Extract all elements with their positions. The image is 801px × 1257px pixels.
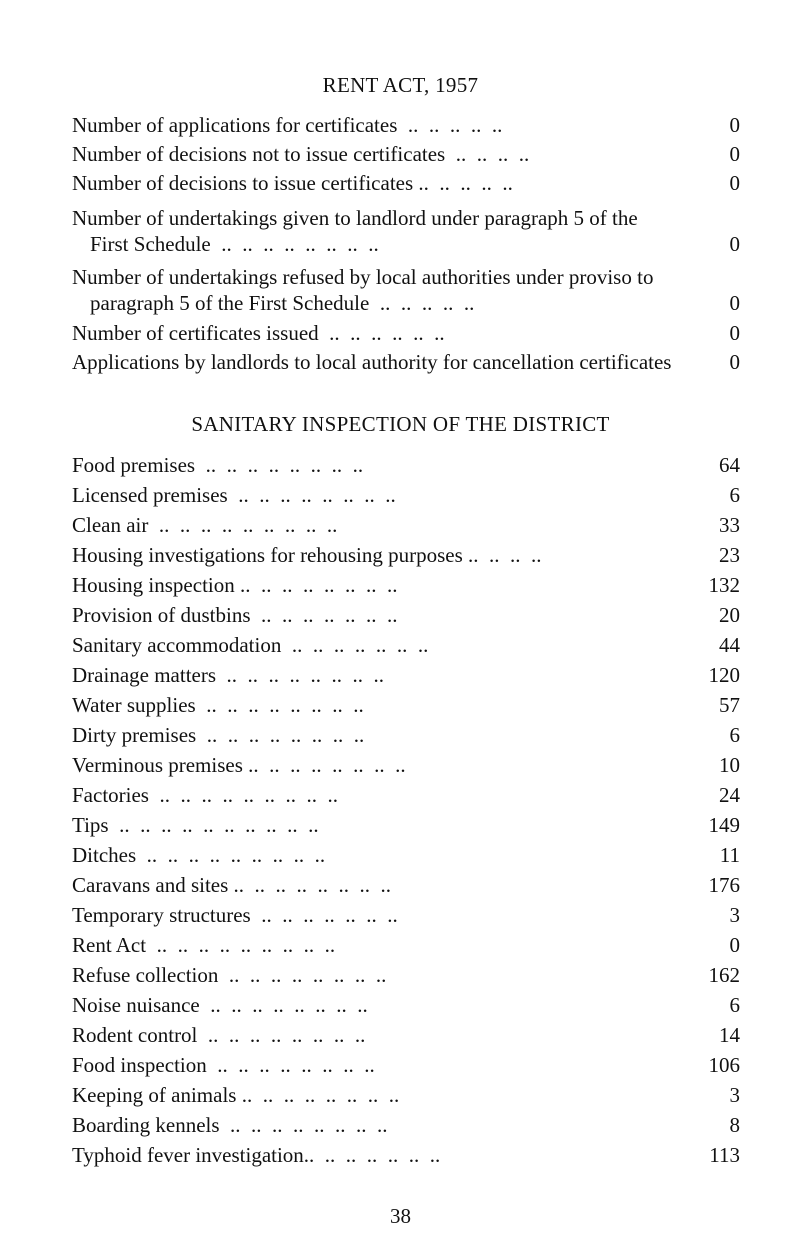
row-value: 8 — [729, 1113, 740, 1137]
row-label: Sanitary accommodation .. .. .. .. .. .. .. — [72, 633, 429, 657]
row-label: Food premises .. .. .. .. .. .. .. .. — [72, 453, 364, 477]
row-value: 3 — [729, 903, 740, 927]
row-label: Typhoid fever investigation.. .. .. .. .. .. .. — [72, 1143, 441, 1167]
sanitary-row — [72, 872, 740, 898]
sanitary-row — [72, 782, 740, 808]
row-label: Provision of dustbins .. .. .. .. .. .. .. — [72, 603, 398, 627]
sanitary-row — [72, 902, 740, 928]
row-label: Licensed premises .. .. .. .. .. .. .. .. — [72, 483, 396, 507]
row-value: 0 — [729, 933, 740, 957]
row-label: Applications by landlords to local authority for cancellation certificates — [72, 350, 672, 374]
row-label: Factories .. .. .. .. .. .. .. .. .. — [72, 783, 338, 807]
sanitary-row — [72, 572, 740, 598]
rent-act-row — [72, 141, 740, 167]
sanitary-row — [72, 1142, 740, 1168]
row-label: Number of applications for certificates .. .. .. .. .. — [72, 113, 503, 137]
sanitary-row — [72, 1022, 740, 1048]
row-value: 0 — [729, 350, 740, 374]
row-value: 132 — [708, 573, 740, 597]
row-label: Tips .. .. .. .. .. .. .. .. .. .. — [72, 813, 319, 837]
row-value: 162 — [708, 963, 740, 987]
sanitary-row — [72, 722, 740, 748]
row-value: 10 — [719, 753, 740, 777]
sanitary-row — [72, 812, 740, 838]
row-value: 24 — [719, 783, 740, 807]
sanitary-row — [72, 1112, 740, 1138]
row-label: Food inspection .. .. .. .. .. .. .. .. — [72, 1053, 375, 1077]
rent-act-row — [72, 349, 740, 375]
row-value: 14 — [719, 1023, 740, 1047]
row-value: 57 — [719, 693, 740, 717]
rent-act-row — [72, 264, 740, 316]
sanitary-row — [72, 692, 740, 718]
sanitary-row — [72, 992, 740, 1018]
row-label: Verminous premises .. .. .. .. .. .. .. .. — [72, 753, 406, 777]
row-value: 120 — [708, 663, 740, 687]
row-value: 0 — [729, 321, 740, 345]
rent-act-title: RENT ACT, 1957 — [322, 73, 479, 97]
sanitary-row — [72, 842, 740, 868]
sanitary-row — [72, 752, 740, 778]
row-value: 0 — [729, 113, 740, 137]
row-label: Boarding kennels .. .. .. .. .. .. .. .. — [72, 1113, 388, 1137]
row-value: 3 — [729, 1083, 740, 1107]
sanitary-row — [72, 662, 740, 688]
row-label: Temporary structures .. .. .. .. .. .. .. — [72, 903, 398, 927]
row-value: 23 — [719, 543, 740, 567]
row-label: Refuse collection .. .. .. .. .. .. .. .. — [72, 963, 387, 987]
rent-act-row — [72, 170, 740, 196]
sanitary-row — [72, 1082, 740, 1108]
sanitary-row — [72, 1052, 740, 1078]
sanitary-row — [72, 962, 740, 988]
row-label: Number of undertakings given to landlord under paragraph 5 of the First Schedule .. .. .. .. .. .. .. .. — [72, 206, 643, 256]
row-label: Clean air .. .. .. .. .. .. .. .. .. — [72, 513, 338, 537]
row-value: 20 — [719, 603, 740, 627]
row-label: Rodent control .. .. .. .. .. .. .. .. — [72, 1023, 366, 1047]
row-label: Number of undertakings refused by local authorities under proviso to paragraph 5 of the First Schedule .. .. .. .. .. — [72, 265, 659, 315]
page-number: 38 — [390, 1204, 411, 1228]
row-value: 0 — [729, 142, 740, 166]
row-label: Rent Act .. .. .. .. .. .. .. .. .. — [72, 933, 336, 957]
sanitary-row — [72, 602, 740, 628]
row-value: 0 — [729, 291, 740, 315]
row-value: 176 — [708, 873, 740, 897]
row-label: Keeping of animals .. .. .. .. .. .. .. .. — [72, 1083, 400, 1107]
row-value: 44 — [719, 633, 740, 657]
row-value: 33 — [719, 513, 740, 537]
row-value: 6 — [729, 723, 740, 747]
row-label: Housing inspection .. .. .. .. .. .. .. .. — [72, 573, 398, 597]
sanitary-row — [72, 482, 740, 508]
row-label: Water supplies .. .. .. .. .. .. .. .. — [72, 693, 364, 717]
row-label: Number of decisions to issue certificates .. .. .. .. .. — [72, 171, 513, 195]
sanitary-row — [72, 932, 740, 958]
rent-act-row — [72, 320, 740, 346]
sanitary-row — [72, 452, 740, 478]
row-label: Number of decisions not to issue certificates .. .. .. .. — [72, 142, 530, 166]
row-label: Housing investigations for rehousing purposes .. .. .. .. — [72, 543, 542, 567]
row-label: Noise nuisance .. .. .. .. .. .. .. .. — [72, 993, 368, 1017]
row-value: 149 — [708, 813, 740, 837]
rent-act-row — [72, 112, 740, 138]
row-value: 113 — [709, 1143, 740, 1167]
row-label: Caravans and sites .. .. .. .. .. .. .. .. — [72, 873, 392, 897]
row-value: 0 — [729, 232, 740, 256]
row-value: 6 — [729, 483, 740, 507]
row-value: 6 — [729, 993, 740, 1017]
sanitary-row — [72, 542, 740, 568]
row-value: 0 — [729, 171, 740, 195]
rent-act-row — [72, 205, 740, 257]
row-value: 106 — [708, 1053, 740, 1077]
row-label: Dirty premises .. .. .. .. .. .. .. .. — [72, 723, 365, 747]
sanitary-row — [72, 512, 740, 538]
sanitary-row — [72, 632, 740, 658]
row-value: 64 — [719, 453, 740, 477]
row-label: Drainage matters .. .. .. .. .. .. .. .. — [72, 663, 385, 687]
sanitary-inspection-title: SANITARY INSPECTION OF THE DISTRICT — [191, 412, 610, 436]
row-label: Ditches .. .. .. .. .. .. .. .. .. — [72, 843, 326, 867]
row-value: 11 — [719, 843, 740, 867]
row-label: Number of certificates issued .. .. .. .. .. .. — [72, 321, 445, 345]
